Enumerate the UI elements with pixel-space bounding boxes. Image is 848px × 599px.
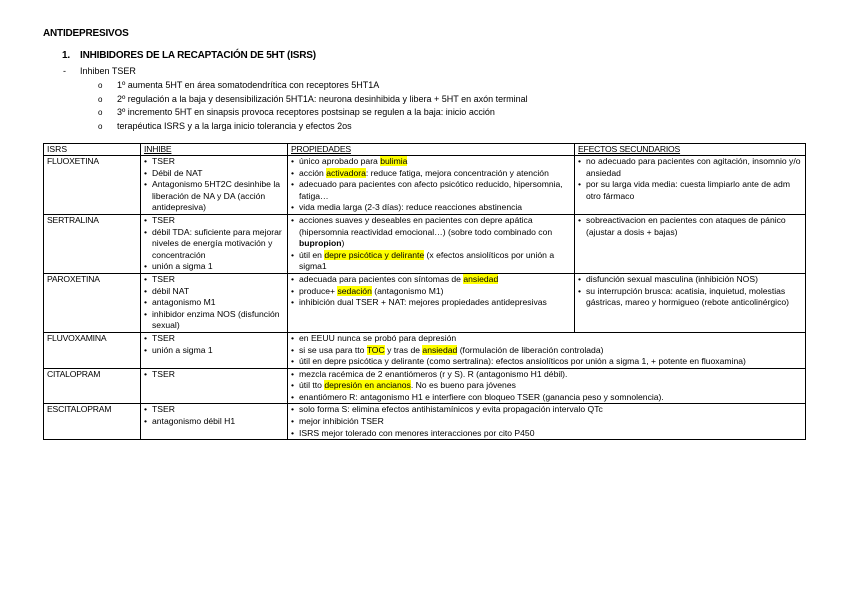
intro-line: [63, 66, 136, 76]
propiedades-cell: [288, 156, 575, 215]
list-item: • antagonismo M1: [144, 297, 284, 309]
propiedades-cell: [288, 214, 575, 273]
drug-name: PAROXETINA: [44, 273, 141, 332]
list-item: • Débil de NAT: [144, 168, 284, 180]
list-item: • si se usa para tto TOC y tras de ansiedad (formulación de liberación controlada): [291, 345, 802, 357]
list-item: • enantiómero R: antagonismo H1 e interfiere con bloqueo TSER (ganancia peso y somnolencia).: [291, 392, 802, 404]
list-item: • unión a sigma 1: [144, 345, 284, 357]
list-item: • vida media larga (2-3 días): reduce reacciones abstinencia: [291, 202, 571, 214]
drug-name: ESCITALOPRAM: [44, 404, 141, 440]
document-title: ANTIDEPRESIVOS: [43, 28, 129, 39]
list-item: • inhibidor enzima NOS (disfunción sexual): [144, 309, 284, 332]
list-item: • sobreactivacion en pacientes con ataques de pánico (ajustar a dosis + bajas): [578, 215, 802, 238]
header-inhibe: INHIBE: [141, 144, 288, 156]
list-item: • débil NAT: [144, 286, 284, 298]
section-number: 1.: [62, 50, 70, 61]
list-item: • útil en depre psicótica y delirante (como sertralina): efectos ansiolíticos por unión a sigma 1, + potente en fluoxamina): [291, 356, 802, 368]
circle-bullet-icon: o: [98, 94, 103, 104]
inhibe-cell: [141, 332, 288, 368]
list-item: • adecuado para pacientes con afecto psicótico reducido, hipersomnia, fatiga…: [291, 179, 571, 202]
list-item: • TSER: [144, 404, 284, 416]
drug-name: SERTRALINA: [44, 214, 141, 273]
table-row: [44, 404, 806, 440]
intro-text: Inhiben TSER: [80, 66, 136, 76]
header-propiedades: PROPIEDADES: [288, 144, 575, 156]
drug-name: CITALOPRAM: [44, 368, 141, 404]
inhibe-cell: [141, 214, 288, 273]
highlight: bulimia: [380, 156, 408, 166]
circle-bullet-icon: o: [98, 108, 103, 117]
highlight: depresión en ancianos: [324, 380, 411, 391]
propiedades-cell: [288, 332, 806, 368]
propiedades-cell: [288, 368, 806, 404]
list-item: o 3º incremento 5HT en sinapsis provoca receptores postsinap se regulen a la baja: inicio acción: [98, 106, 528, 120]
list-item: • solo forma S: elimina efectos antihistamínicos y evita propagación intervalo QTc: [291, 404, 802, 416]
table-row: [44, 214, 806, 273]
list-item: o terapéutica ISRS y a la larga inicio tolerancia y efectos 2os: [98, 120, 528, 134]
table-row: [44, 156, 806, 215]
propiedades-cell: [288, 273, 575, 332]
list-item: • único aprobado para bulimia: [291, 156, 571, 168]
list-item: • acción activadora: reduce fatiga, mejora concentración y atención: [291, 168, 571, 180]
list-item: • disfunción sexual masculina (inhibición NOS): [578, 274, 802, 286]
section-heading-text: INHIBIDORES DE LA RECAPTACIÓN DE 5HT (ISRS): [80, 50, 316, 61]
highlight: sedación: [337, 285, 372, 296]
table-row: [44, 368, 806, 404]
mechanism-list: [98, 79, 528, 133]
list-item: • útil tto depresión en ancianos. No es bueno para jóvenes: [291, 380, 802, 392]
list-item: • no adecuado para pacientes con agitación, insomnio y/o ansiedad: [578, 156, 802, 179]
efectos-cell: [575, 156, 806, 215]
inhibe-cell: [141, 273, 288, 332]
list-item: • TSER: [144, 156, 284, 168]
list-item: • TSER: [144, 274, 284, 286]
table-row: [44, 332, 806, 368]
list-item: o 2º regulación a la baja y desensibilización 5HT1A: neurona desinhibida y libera + 5HT en axón terminal: [98, 93, 528, 107]
list-item: • produce+ sedación (antagonismo M1): [291, 286, 571, 298]
table-row: [44, 273, 806, 332]
highlight: ansiedad: [463, 273, 499, 284]
list-item: • por su larga vida media: cuesta limpiarlo ante de adm otro fármaco: [578, 179, 802, 202]
list-item: • TSER: [144, 333, 284, 345]
list-item: • unión a sigma 1: [144, 261, 284, 273]
list-item: • TSER: [144, 369, 284, 381]
inhibe-cell: [141, 404, 288, 440]
circle-bullet-icon: o: [98, 81, 103, 90]
dash-marker: -: [63, 66, 66, 76]
highlight: depre psicótica y delirante: [324, 249, 425, 260]
propiedades-cell: [288, 404, 806, 440]
header-efectos: EFECTOS SECUNDARIOS: [575, 144, 806, 156]
highlight: TOC: [366, 344, 385, 355]
list-item: • mezcla racémica de 2 enantiómeros (r y S). R (antagonismo H1 débil).: [291, 369, 802, 381]
list-item: o 1º aumenta 5HT en área somatodendrítica con receptores 5HT1A: [98, 79, 528, 93]
list-item: • acciones suaves y deseables en pacientes con depre apática (hipersomnia reactividad emocional…) (sobre todo combinado con bupropion): [291, 215, 571, 250]
list-item: • ISRS mejor tolerado con menores interacciones por cito P450: [291, 428, 802, 440]
highlight: ansiedad: [422, 344, 458, 355]
section-heading: [62, 50, 316, 61]
list-item: • su interrupción brusca: acatisia, inquietud, molestias gástricas, mareo y hormigueo (rebote anticolinérgico): [578, 286, 802, 309]
list-item: • en EEUU nunca se probó para depresión: [291, 333, 802, 345]
highlight: activadora: [326, 167, 366, 178]
circle-bullet-icon: o: [98, 121, 103, 131]
drug-name: FLUVOXAMINA: [44, 332, 141, 368]
list-item: • débil TDA: suficiente para mejorar niveles de energía motivación y concentración: [144, 227, 284, 262]
list-item: • antagonismo débil H1: [144, 416, 284, 428]
table-header-row: [44, 144, 806, 156]
list-item: • Antagonismo 5HT2C desinhibe la liberación de NA y DA (acción antidepresiva): [144, 179, 284, 214]
inhibe-cell: [141, 156, 288, 215]
drug-name: FLUOXETINA: [44, 156, 141, 215]
inhibe-cell: [141, 368, 288, 404]
isrs-table: [43, 143, 806, 440]
efectos-cell: [575, 214, 806, 273]
list-item: • útil en depre psicótica y delirante (x efectos ansiolíticos por unión a sigma1: [291, 250, 571, 273]
list-item: • TSER: [144, 215, 284, 227]
list-item: • adecuada para pacientes con síntomas de ansiedad: [291, 274, 571, 286]
list-item: • inhibición dual TSER + NAT: mejores propiedades antidepresivas: [291, 297, 571, 309]
list-item: • mejor inhibición TSER: [291, 416, 802, 428]
header-isrs: ISRS: [44, 144, 141, 156]
efectos-cell: [575, 273, 806, 332]
